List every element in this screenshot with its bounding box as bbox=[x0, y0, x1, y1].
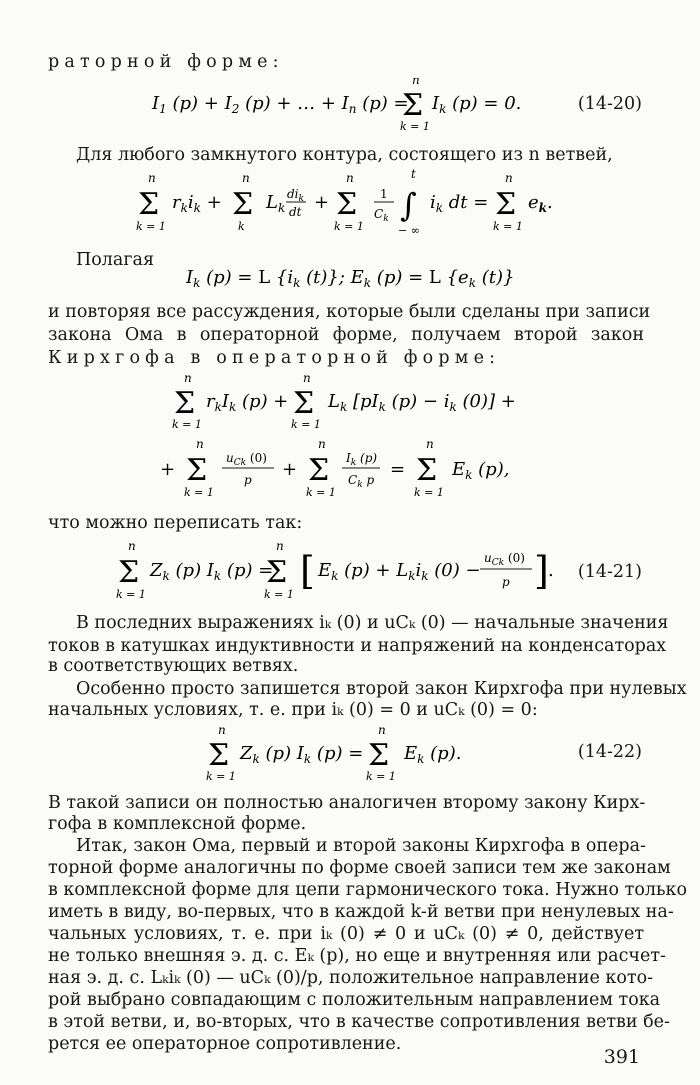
svg-text:k = 1: k = 1 bbox=[366, 770, 396, 783]
formula-operator-kvl-1-svg bbox=[0, 370, 700, 432]
svg-text:− ∞: − ∞ bbox=[398, 224, 420, 237]
para1-line-1: В последних выражениях iₖ (0) и uCₖ (0) — начальные значения bbox=[76, 613, 669, 633]
svg-text:Σ: Σ bbox=[336, 187, 358, 222]
equation-number-14-22: (14-22) bbox=[577, 742, 642, 762]
formula-laplace-svg bbox=[0, 263, 700, 291]
svg-text:Σ: Σ bbox=[232, 187, 254, 222]
svg-text:I1 (p) + I2 (p) + … + In (p) =: $I_1$ $(p) + I_2$ (p) + … + $I_n$ (p) = bbox=[152, 93, 409, 116]
text-line-3: Полагая bbox=[76, 250, 154, 270]
formula-14-21 bbox=[0, 538, 700, 604]
svg-text:k = 1: k = 1 bbox=[116, 588, 146, 601]
svg-text:ik dt =: $i_k$ dt = bbox=[430, 192, 489, 215]
text-line-5: закона Ома в операторной форме, получаем второй закон bbox=[48, 325, 644, 345]
svg-text:dt: dt bbox=[289, 205, 302, 219]
formula-kvl-time bbox=[0, 168, 700, 240]
svg-text:k = 1: k = 1 bbox=[493, 220, 523, 233]
formula-laplace bbox=[0, 263, 700, 291]
svg-text:rkik +: $r_ki_k$ + bbox=[172, 192, 222, 215]
svg-text:1: 1 bbox=[380, 187, 388, 201]
svg-text:Ik (p): $I_k$ (p) bbox=[346, 451, 378, 468]
svg-text:[: [ bbox=[300, 549, 315, 593]
text-line-2: Для любого замкнутого контура, состоящего из n ветвей, bbox=[76, 145, 613, 165]
svg-text:k = 1: k = 1 bbox=[206, 770, 236, 783]
svg-text:k = 1: k = 1 bbox=[334, 220, 364, 233]
svg-text:Ek (p) + Lkik (0) −: $E_k$ $(p) + L_ki_k$ (0) − bbox=[318, 560, 481, 583]
svg-text:=: = bbox=[390, 459, 406, 480]
svg-text:Σ: Σ bbox=[174, 386, 196, 421]
svg-text:Σ: Σ bbox=[308, 453, 330, 488]
equation-number-14-21: (14-21) bbox=[577, 562, 642, 582]
svg-text:Ck p: $C_k$ p bbox=[348, 473, 375, 490]
para4-line-8: рой выбрано совпадающим с положительным направлением тока bbox=[48, 990, 661, 1010]
formula-kvl-time-svg bbox=[0, 168, 700, 240]
svg-text:dik: $di_k$ bbox=[287, 187, 304, 204]
svg-text:k = 1: k = 1 bbox=[306, 486, 336, 499]
para4-line-1: Итак, закон Ома, первый и второй законы Кирхгофа в опера- bbox=[76, 836, 646, 856]
svg-text:+: + bbox=[314, 192, 330, 213]
svg-text:Ek (p).: $E_k$ (p). bbox=[404, 743, 462, 766]
svg-text:n: n bbox=[196, 437, 204, 451]
svg-text:n: n bbox=[346, 171, 354, 185]
svg-text:t: t bbox=[411, 168, 416, 181]
svg-text:Σ: Σ bbox=[368, 738, 390, 773]
svg-text:n: n bbox=[276, 539, 284, 553]
svg-text:Ek (p),: $E_k$ (p), bbox=[452, 459, 510, 482]
svg-text:+: + bbox=[282, 459, 298, 480]
para3-line-1: В такой записи он полностью аналогичен второму закону Кирх- bbox=[48, 793, 646, 813]
para4-line-5: чальных условиях, т. е. при iₖ (0) ≠ 0 и uCₖ (0) ≠ 0, действует bbox=[48, 924, 644, 944]
para4-line-3: в комплексной форме для цепи гармонического тока. Нужно только bbox=[48, 880, 687, 900]
svg-text:n: n bbox=[218, 723, 226, 737]
para2-line-2: начальных условиях, т. е. при iₖ (0) = 0 и uCₖ (0) = 0: bbox=[48, 700, 538, 720]
formula-14-22 bbox=[0, 722, 700, 784]
text-line-6: Кирхгофа в операторной форме: bbox=[48, 348, 501, 368]
svg-text:Σ: Σ bbox=[293, 386, 315, 421]
svg-text:Σ: Σ bbox=[495, 187, 517, 222]
svg-text:Σ: Σ bbox=[118, 555, 140, 590]
svg-text:k = 1: k = 1 bbox=[291, 418, 321, 431]
para4-line-4: иметь в виду, во-первых, что в каждой k-й ветви при ненулевых на- bbox=[48, 902, 674, 922]
para3-line-2: гофа в комплексной форме. bbox=[48, 814, 307, 834]
svg-text:Lk [pIk (p) − ik (0)] +: $L_k$ [$pI_k$ $(p) - i_k$ (0)] + bbox=[328, 391, 516, 414]
para4-line-9: в этой ветви, и, во-вторых, что в качестве сопротивления ветви бе- bbox=[48, 1012, 670, 1032]
svg-text:k = 1: k = 1 bbox=[172, 418, 202, 431]
svg-text:Lk: $L_k$ bbox=[266, 192, 286, 215]
svg-text:Σ: Σ bbox=[402, 88, 424, 123]
equation-number-14-20: (14-20) bbox=[577, 94, 642, 114]
svg-text:Σ: Σ bbox=[186, 453, 208, 488]
svg-text:Σ: Σ bbox=[416, 453, 438, 488]
formula-operator-kvl-1 bbox=[0, 370, 700, 432]
svg-text:rkIk (p) +: $r_kI_k$ (p) + bbox=[206, 391, 289, 414]
para4-line-10: рется ее операторное сопротивление. bbox=[48, 1034, 402, 1054]
page-number: 391 bbox=[603, 1046, 640, 1068]
svg-text:ek.: $e_k$. bbox=[528, 192, 553, 215]
svg-text:p: p bbox=[502, 575, 510, 589]
para1-line-3: в соответствующих ветвях. bbox=[48, 656, 299, 676]
svg-text:n: n bbox=[184, 371, 192, 385]
svg-text:k = 1: k = 1 bbox=[136, 220, 166, 233]
svg-text:n: n bbox=[303, 371, 311, 385]
svg-text:Zk (p) Ik (p) =: $Z_k$ (p) $I_k$ (p) = bbox=[240, 743, 364, 766]
svg-text:]: ] bbox=[534, 549, 549, 593]
text-line-7: что можно переписать так: bbox=[48, 513, 303, 533]
svg-text:.: . bbox=[548, 560, 554, 581]
formula-operator-kvl-2 bbox=[0, 436, 700, 500]
svg-text:Σ: Σ bbox=[266, 555, 288, 590]
para2-line-1: Особенно просто запишется второй закон Кирхгофа при нулевых bbox=[76, 679, 687, 699]
para1-line-2: токов в катушках индуктивности и напряжений на конденсаторах bbox=[48, 636, 667, 656]
formula-14-20 bbox=[0, 78, 700, 134]
svg-text:n: n bbox=[128, 539, 136, 553]
svg-text:n: n bbox=[378, 723, 386, 737]
svg-text:Σ: Σ bbox=[208, 738, 230, 773]
svg-text:k = 1: k = 1 bbox=[264, 588, 294, 601]
svg-text:n: n bbox=[242, 171, 250, 185]
svg-text:uCk (0): $u_{Ck}$ (0) bbox=[226, 451, 267, 468]
formula-operator-kvl-2-svg bbox=[0, 436, 700, 500]
svg-text:Ik (p) = L {ik (t)}; Ek (p): $I_k$ (p) = L {$i_k$ (t)}; $E_k$ (p) = L {$e_k$ (t)} bbox=[186, 267, 515, 290]
para4-line-7: ная э. д. с. Lₖiₖ (0) — uCₖ (0)/p, положительное направление кото- bbox=[48, 968, 654, 988]
svg-text:Ck: $C_k$ bbox=[374, 207, 389, 224]
svg-text:k = 1: k = 1 bbox=[400, 120, 430, 133]
svg-text:uCk (0): $u_{Ck}$ (0) bbox=[484, 551, 525, 568]
svg-text:k = 1: k = 1 bbox=[184, 486, 214, 499]
svg-text:+: + bbox=[160, 459, 176, 480]
svg-text:n: n bbox=[412, 78, 420, 87]
svg-text:n: n bbox=[148, 171, 156, 185]
svg-text:k = 1: k = 1 bbox=[414, 486, 444, 499]
para4-line-6: не только внешняя э. д. с. Eₖ (p), но еще и внутренняя или расчет- bbox=[48, 946, 666, 966]
text-line-1: раторной форме: bbox=[48, 52, 284, 72]
svg-text:Σ: Σ bbox=[138, 187, 160, 222]
svg-text:Zk (p) Ik (p) =: $Z_k$ (p) $I_k$ (p) = bbox=[150, 560, 274, 583]
svg-text:k: k bbox=[238, 220, 245, 233]
svg-text:n: n bbox=[426, 437, 434, 451]
svg-text:Ik (p) = 0.: $I_k$ (p) = 0. bbox=[432, 93, 522, 116]
svg-text:∫: ∫ bbox=[400, 186, 417, 224]
svg-text:n: n bbox=[505, 171, 513, 185]
para4-line-2: торной форме аналогичны по форме своей записи тем же законам bbox=[48, 858, 671, 878]
text-line-4: и повторяя все рассуждения, которые были сделаны при записи bbox=[48, 302, 651, 322]
svg-text:n: n bbox=[318, 437, 326, 451]
svg-text:p: p bbox=[244, 473, 252, 487]
